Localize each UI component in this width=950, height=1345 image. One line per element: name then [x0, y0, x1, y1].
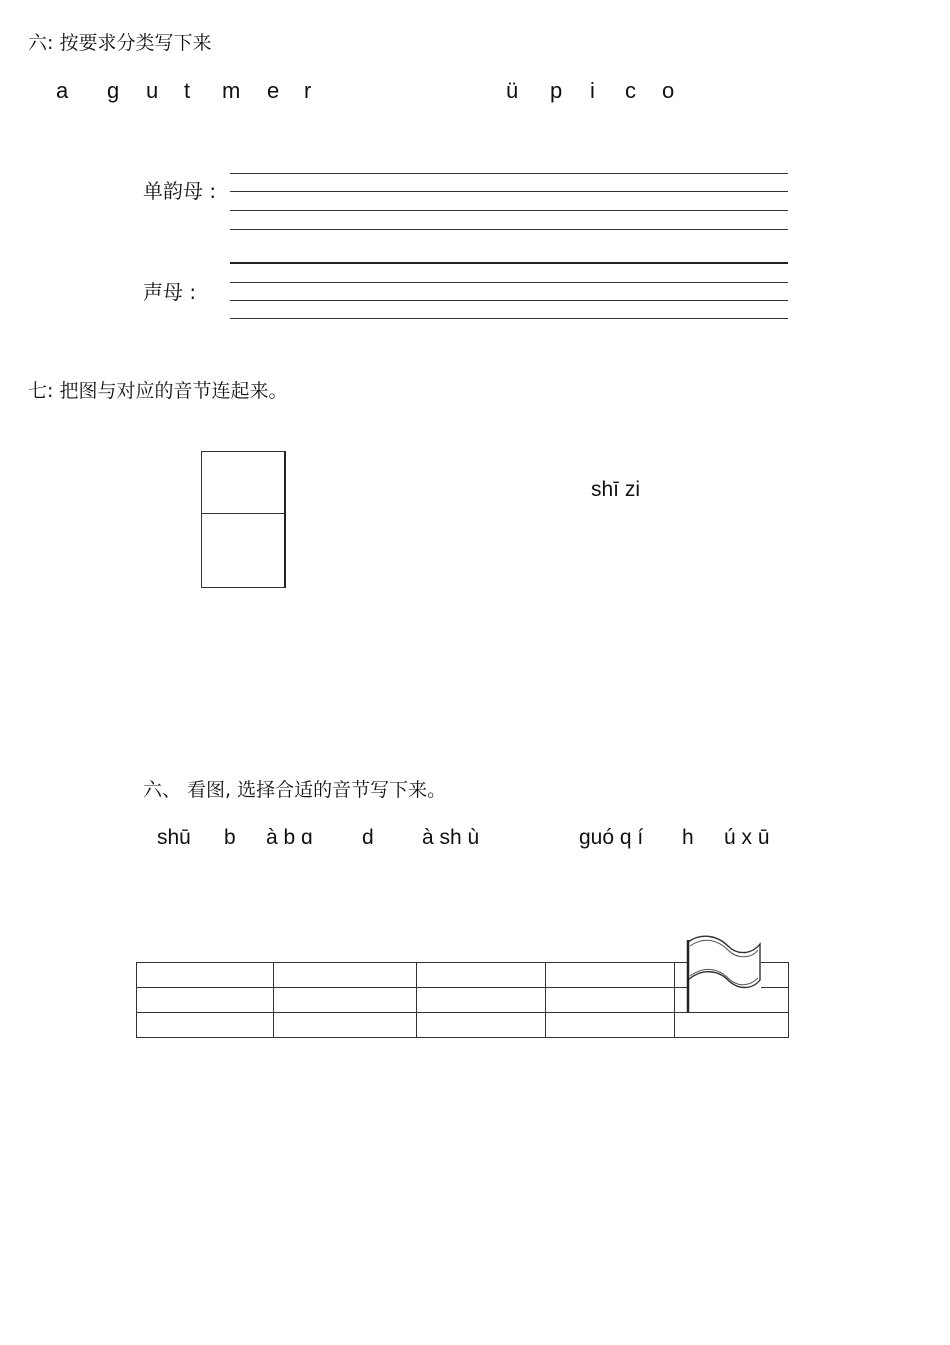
grid-cell	[417, 988, 546, 1013]
label-initials: 声母 :	[143, 280, 197, 304]
syllable-guoqi: ɡuó q í	[579, 826, 644, 849]
writing-line	[230, 282, 788, 283]
grid-cell	[137, 1013, 274, 1038]
grid-cell	[137, 963, 274, 988]
letter-r: r	[304, 78, 312, 103]
grid-cell	[546, 963, 675, 988]
picture-box-top	[201, 451, 286, 514]
grid-row	[137, 1013, 789, 1038]
letter-u-umlaut: ü	[506, 78, 519, 103]
picture-box-bottom	[201, 513, 286, 588]
syllable-uxu: ú x ū	[724, 826, 770, 849]
grid-cell	[546, 1013, 675, 1038]
grid-cell	[274, 988, 417, 1013]
grid-cell	[137, 988, 274, 1013]
letter-c: c	[625, 78, 636, 103]
section6-title: 六: 按要求分类写下来	[28, 32, 212, 54]
letter-m: m	[222, 78, 241, 103]
letter-a: a	[56, 78, 69, 103]
section6b-title: 六、 看图, 选择合适的音节写下来。	[143, 779, 447, 801]
writing-line	[230, 210, 788, 211]
syllable-h: h	[682, 826, 694, 849]
letter-g: ɡ	[107, 78, 120, 103]
grid-cell	[417, 963, 546, 988]
letter-p: p	[550, 78, 563, 103]
writing-line	[230, 229, 788, 230]
syllable-ashu: à sh ù	[422, 826, 480, 849]
grid-cell	[274, 963, 417, 988]
syllable-aba: à b ɑ	[266, 826, 313, 849]
letter-e: e	[267, 78, 280, 103]
grid-cell	[417, 1013, 546, 1038]
label-single-vowels: 单韵母 :	[143, 179, 217, 203]
writing-line	[230, 173, 788, 174]
writing-line	[230, 300, 788, 301]
syllable-shizi: shī zi	[591, 478, 641, 501]
grid-cell	[274, 1013, 417, 1038]
writing-line	[230, 262, 788, 264]
grid-cell	[546, 988, 675, 1013]
writing-line	[230, 191, 788, 192]
grid-cell	[675, 1013, 789, 1038]
section7-title: 七: 把图与对应的音节连起来。	[28, 380, 288, 402]
syllable-b: b	[224, 826, 236, 849]
letter-i: i	[590, 78, 595, 103]
letter-o: o	[662, 78, 675, 103]
syllable-d: d	[362, 826, 374, 849]
flag-icon	[680, 930, 770, 1015]
writing-line	[230, 318, 788, 319]
letter-u: u	[146, 78, 159, 103]
syllable-shu: shū	[157, 826, 191, 849]
letter-t: t	[184, 78, 191, 103]
